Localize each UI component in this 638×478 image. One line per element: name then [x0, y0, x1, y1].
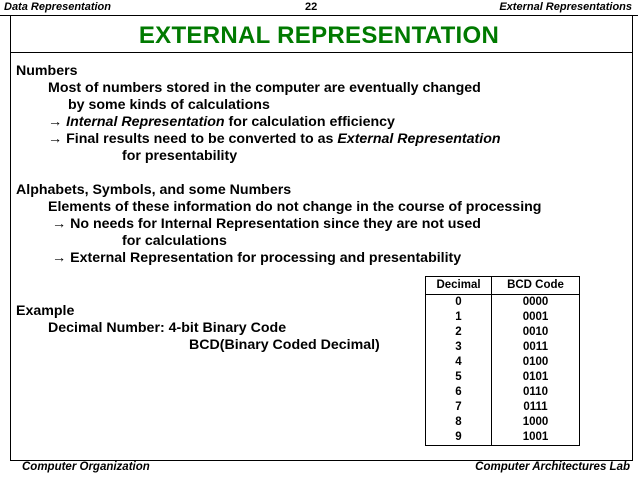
bcd-table: [425, 276, 580, 446]
table-row: [426, 370, 580, 385]
bcd-cell: 0001: [522, 311, 549, 323]
table-row: [426, 295, 580, 311]
bcd-col-decimal: Decimal: [426, 277, 492, 295]
table-row: [426, 355, 580, 370]
example-line-1: Decimal Number: 4-bit Binary Code: [48, 320, 287, 336]
table-row: [426, 430, 580, 446]
bcd-cell: 0111: [523, 401, 548, 413]
decimal-cell: 9: [426, 430, 492, 446]
numbers-arrow-2: [48, 131, 501, 148]
footer-left: Computer Organization: [22, 461, 150, 473]
alpha-line-1: Elements of these information do not change in the course of processing: [48, 199, 542, 215]
title-rule: [10, 52, 632, 53]
table-row: [426, 310, 580, 325]
arrow-prefix: →: [48, 114, 67, 130]
external-representation-em: External Representation: [337, 131, 501, 147]
bcd-cell: 0000: [522, 296, 549, 308]
example-line-2: BCD(Binary Coded Decimal): [189, 337, 380, 353]
table-row: [426, 400, 580, 415]
numbers-line-1: Most of numbers stored in the computer are eventually changed: [48, 80, 481, 96]
decimal-cell: 2: [426, 325, 492, 340]
example-heading: Example: [16, 303, 75, 319]
bcd-cell: 1001: [522, 431, 549, 443]
bcd-cell: 0100: [522, 356, 549, 368]
arrow1-rest: for calculation efficiency: [224, 114, 395, 130]
decimal-cell: 1: [426, 310, 492, 325]
header-right: External Representations: [499, 1, 632, 13]
bcd-cell: 0011: [523, 341, 548, 353]
alpha-arrow-1: → No needs for Internal Representation since they are not used: [52, 216, 481, 232]
bcd-cell: 0110: [523, 386, 548, 398]
bcd-table-header-row: [426, 277, 580, 295]
decimal-cell: 8: [426, 415, 492, 430]
header-left: Data Representation: [4, 1, 111, 13]
bcd-cell: 0010: [522, 326, 549, 338]
bcd-cell: 1000: [522, 416, 549, 428]
alpha-arrow-2: → External Representation for processing and presentability: [52, 250, 462, 266]
decimal-cell: 6: [426, 385, 492, 400]
table-row: [426, 385, 580, 400]
decimal-cell: 3: [426, 340, 492, 355]
decimal-cell: 4: [426, 355, 492, 370]
page-number: 22: [305, 1, 318, 13]
numbers-line-2: by some kinds of calculations: [68, 97, 270, 113]
slide-title: EXTERNAL REPRESENTATION: [138, 22, 500, 49]
decimal-cell: 0: [426, 295, 492, 311]
alpha-arrow-1-cont: for calculations: [122, 233, 227, 249]
footer-right: Computer Architectures Lab: [475, 461, 630, 473]
table-row: [426, 340, 580, 355]
internal-representation-em: Internal Representation: [66, 114, 225, 130]
numbers-arrow-2-cont: for presentability: [122, 148, 238, 164]
decimal-cell: 5: [426, 370, 492, 385]
bcd-cell: 0101: [522, 371, 549, 383]
arrow2-prefix: → Final results need to be converted to as: [48, 131, 338, 147]
alpha-heading: Alphabets, Symbols, and some Numbers: [16, 182, 292, 198]
table-row: [426, 415, 580, 430]
numbers-heading: Numbers: [16, 63, 78, 79]
table-row: [426, 325, 580, 340]
numbers-arrow-1: [48, 114, 395, 131]
decimal-cell: 7: [426, 400, 492, 415]
bcd-col-code: BCD Code: [492, 277, 580, 295]
